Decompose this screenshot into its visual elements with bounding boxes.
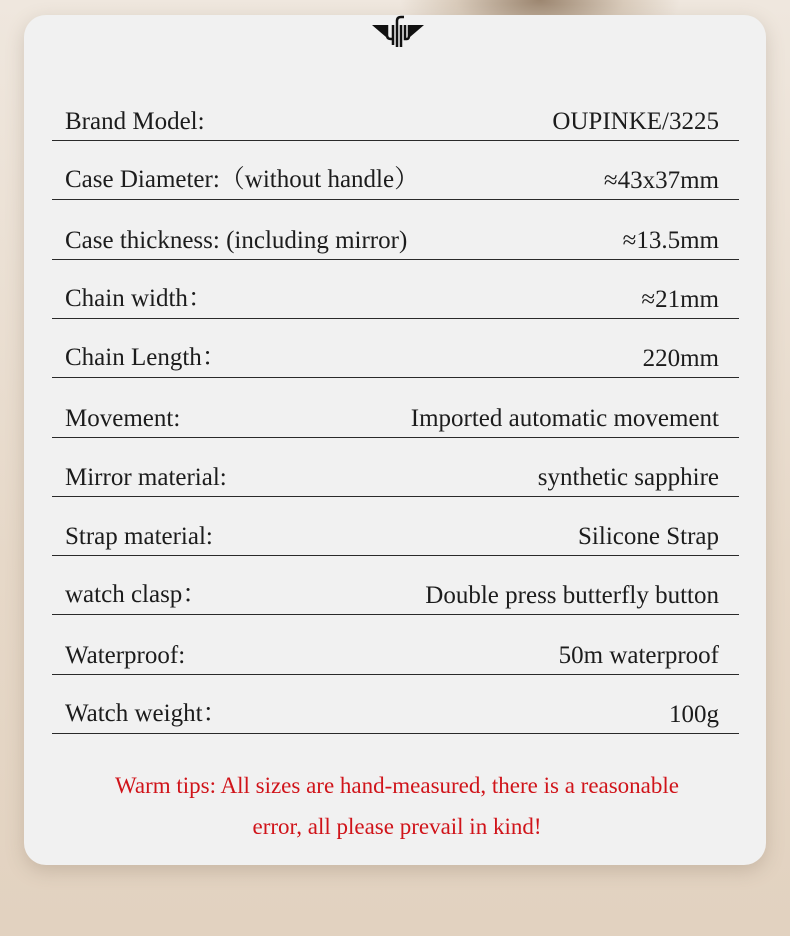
spec-row xyxy=(52,496,739,556)
spec-value: 100g xyxy=(669,701,719,728)
spec-row xyxy=(52,259,739,319)
spec-value: ≈43x37mm xyxy=(603,167,719,195)
spec-label: Brand Model: xyxy=(65,108,205,135)
spec-row xyxy=(52,318,739,378)
warm-tips-line-2: error, all please prevail in kind! xyxy=(252,814,542,839)
spec-row xyxy=(52,674,739,734)
spec-value: Silicone Strap xyxy=(578,523,719,551)
spec-row xyxy=(52,81,739,141)
warm-tips xyxy=(40,765,754,847)
spec-row xyxy=(52,437,739,497)
warm-tips-line-1: Warm tips: All sizes are hand-measured, there is a reasonable xyxy=(115,773,679,798)
spec-value: Imported automatic movement xyxy=(410,404,719,432)
spec-value: Double press butterfly button xyxy=(425,582,719,610)
spec-label: watch clasp： xyxy=(65,581,208,609)
spec-value: OUPINKE/3225 xyxy=(552,108,719,135)
spec-label: Chain width： xyxy=(65,284,213,312)
spec-label: Watch weight： xyxy=(65,700,228,727)
spec-label: Case thickness: (including mirror) xyxy=(65,226,408,254)
spec-value: synthetic sapphire xyxy=(537,463,719,491)
spec-row xyxy=(52,140,739,200)
brand-logo-icon xyxy=(372,15,424,49)
spec-value: ≈21mm xyxy=(641,285,719,313)
spec-value: 50m waterproof xyxy=(558,641,719,669)
spec-label: Mirror material: xyxy=(65,463,227,491)
spec-label: Chain Length： xyxy=(65,344,227,372)
spec-row xyxy=(52,555,739,615)
spec-label: Case Diameter:（without handle） xyxy=(65,166,420,194)
spec-value: ≈13.5mm xyxy=(622,226,719,254)
spec-label: Strap material: xyxy=(65,523,213,551)
spec-row xyxy=(52,378,739,438)
spec-value: 220mm xyxy=(642,345,719,373)
spec-row xyxy=(52,615,739,675)
spec-label: Movement: xyxy=(65,404,181,432)
spec-label: Waterproof: xyxy=(65,641,186,669)
spec-row xyxy=(52,200,739,260)
